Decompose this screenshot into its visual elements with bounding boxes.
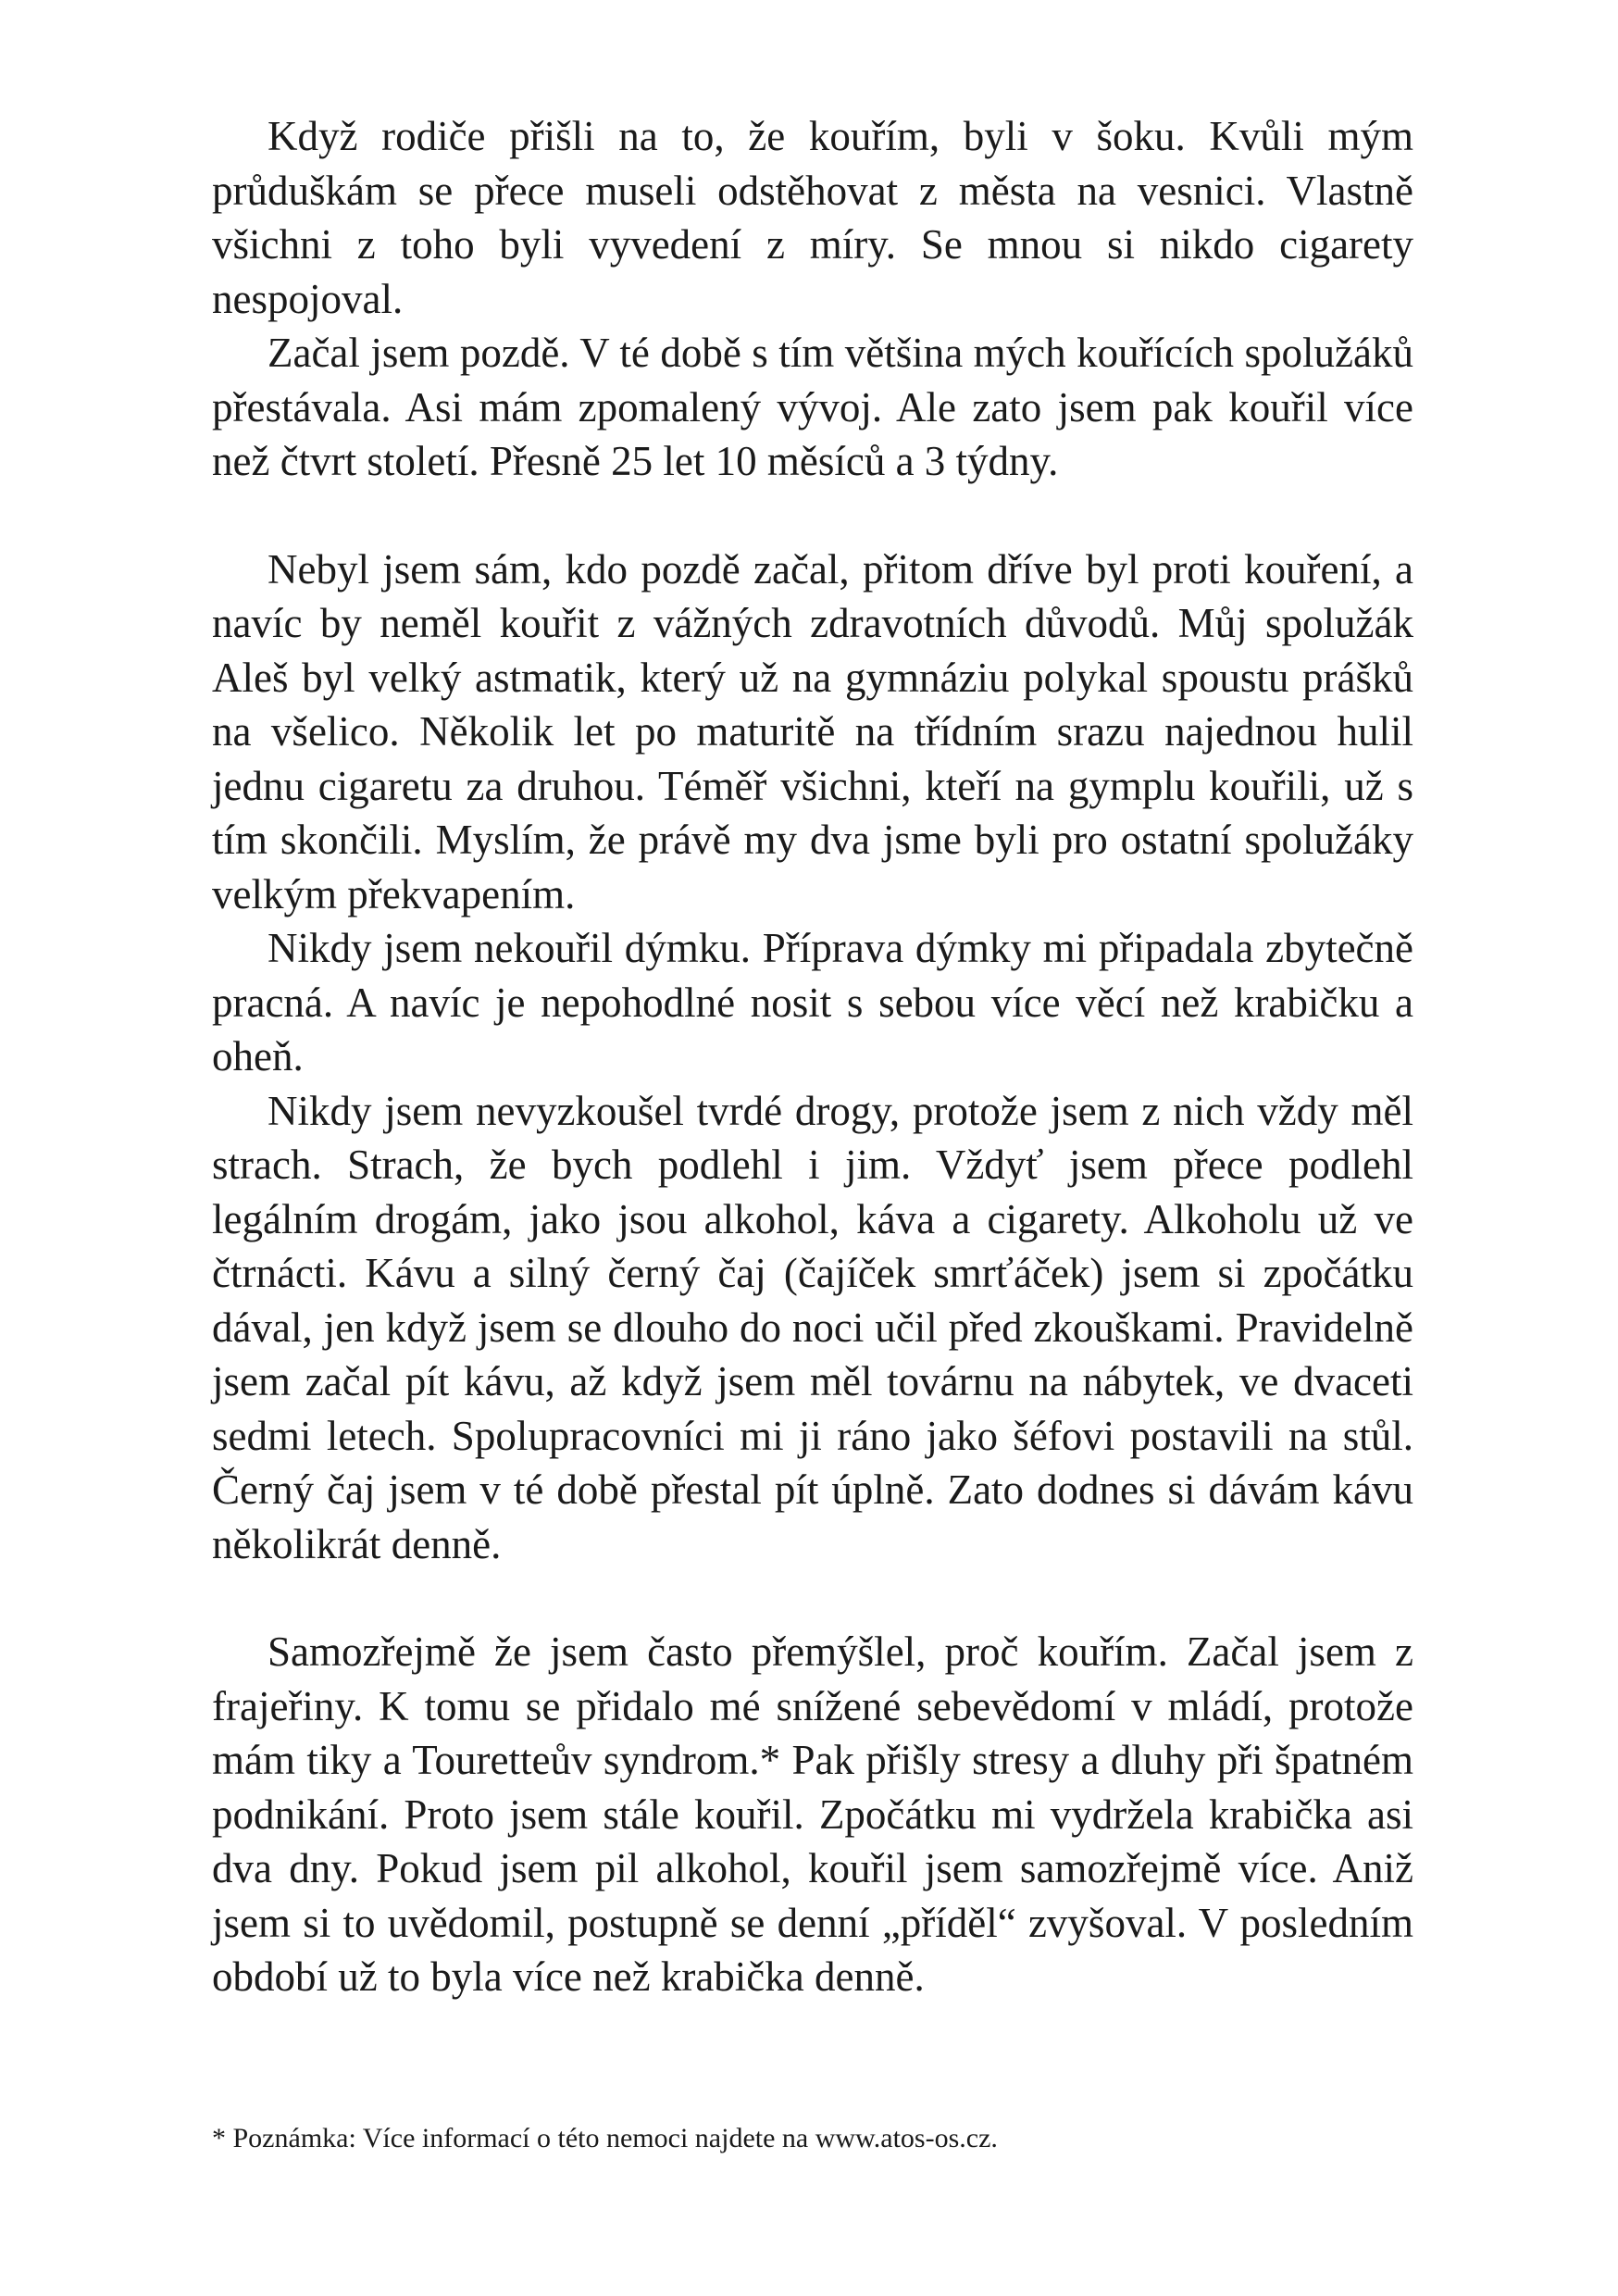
paragraph: Začal jsem pozdě. V té době s tím většina mých kouřících spolužáků přestávala. Asi mám zpomalený vývoj. Ale zato jsem pak kouřil více než čtvrt století. Přesně 25 let 10 měsíců a 3 týdny. — [212, 330, 1413, 484]
section-1 — [212, 109, 1413, 489]
paragraph: Nikdy jsem nekouřil dýmku. Příprava dýmky mi připadala zbytečně pracná. A navíc je nepohodlné nosit s sebou více věcí než krabičku a oheň. — [212, 925, 1413, 1079]
paragraph: Samozřejmě že jsem často přemýšlel, proč kouřím. Začal jsem z frajeřiny. K tomu se přidalo mé snížené sebevědomí v mládí, protože mám tiky a Touretteův syndrom.* Pak přišly stresy a dluhy při špatném podnikání. Proto jsem stále kouřil. Zpočátku mi vydržela krabička asi dva dny. Pokud jsem pil alkohol, kouřil jsem samozřejmě více. Aniž jsem si to uvědomil, postupně se denní „příděl“ zvyšoval. V posledním období už to byla více než krabička denně. — [212, 1628, 1413, 2000]
footnote: * Poznámka: Více informací o této nemoci najdete na www.atos-os.cz. — [212, 2123, 998, 2153]
page-body — [212, 109, 1413, 2004]
section-gap — [212, 1571, 1413, 1625]
section-2 — [212, 543, 1413, 1572]
paragraph: Nebyl jsem sám, kdo pozdě začal, přitom dříve byl proti kouření, a navíc by neměl kouřit z vážných zdravotních důvodů. Můj spolužák Aleš byl velký astmatik, který už na gymnáziu polykal spoustu prášků na všelico. Několik let po maturitě na třídním srazu najednou hulil jednu cigaretu za druhou. Téměř všichni, kteří na gymplu kouřili, už s tím skončili. Myslím, že právě my dva jsme byli pro ostatní spolužáky velkým překvapením. — [212, 545, 1413, 917]
section-gap — [212, 489, 1413, 543]
section-3 — [212, 1625, 1413, 2004]
paragraph: Když rodiče přišli na to, že kouřím, byli v šoku. Kvůli mým průduškám se přece museli odstěhovat z města na vesnici. Vlastně všichni z toho byli vyvedení z míry. Se mnou si nikdo cigarety nespojoval. — [212, 113, 1413, 322]
paragraph: Nikdy jsem nevyzkoušel tvrdé drogy, protože jsem z nich vždy měl strach. Strach, že bych podlehl i jim. Vždyť jsem přece podlehl legálním drogám, jako jsou alkohol, káva a cigarety. Alkoholu už ve čtrnácti. Kávu a silný černý čaj (čajíček smrťáček) jsem si zpočátku dával, jen když jsem se dlouho do noci učil před zkouškami. Pravidelně jsem začal pít kávu, až když jsem měl továrnu na nábytek, ve dvaceti sedmi letech. Spolupracovníci mi ji ráno jako šéfovi postavili na stůl. Černý čaj jsem v té době přestal pít úplně. Zato dodnes si dávám kávu několikrát denně. — [212, 1087, 1413, 1567]
